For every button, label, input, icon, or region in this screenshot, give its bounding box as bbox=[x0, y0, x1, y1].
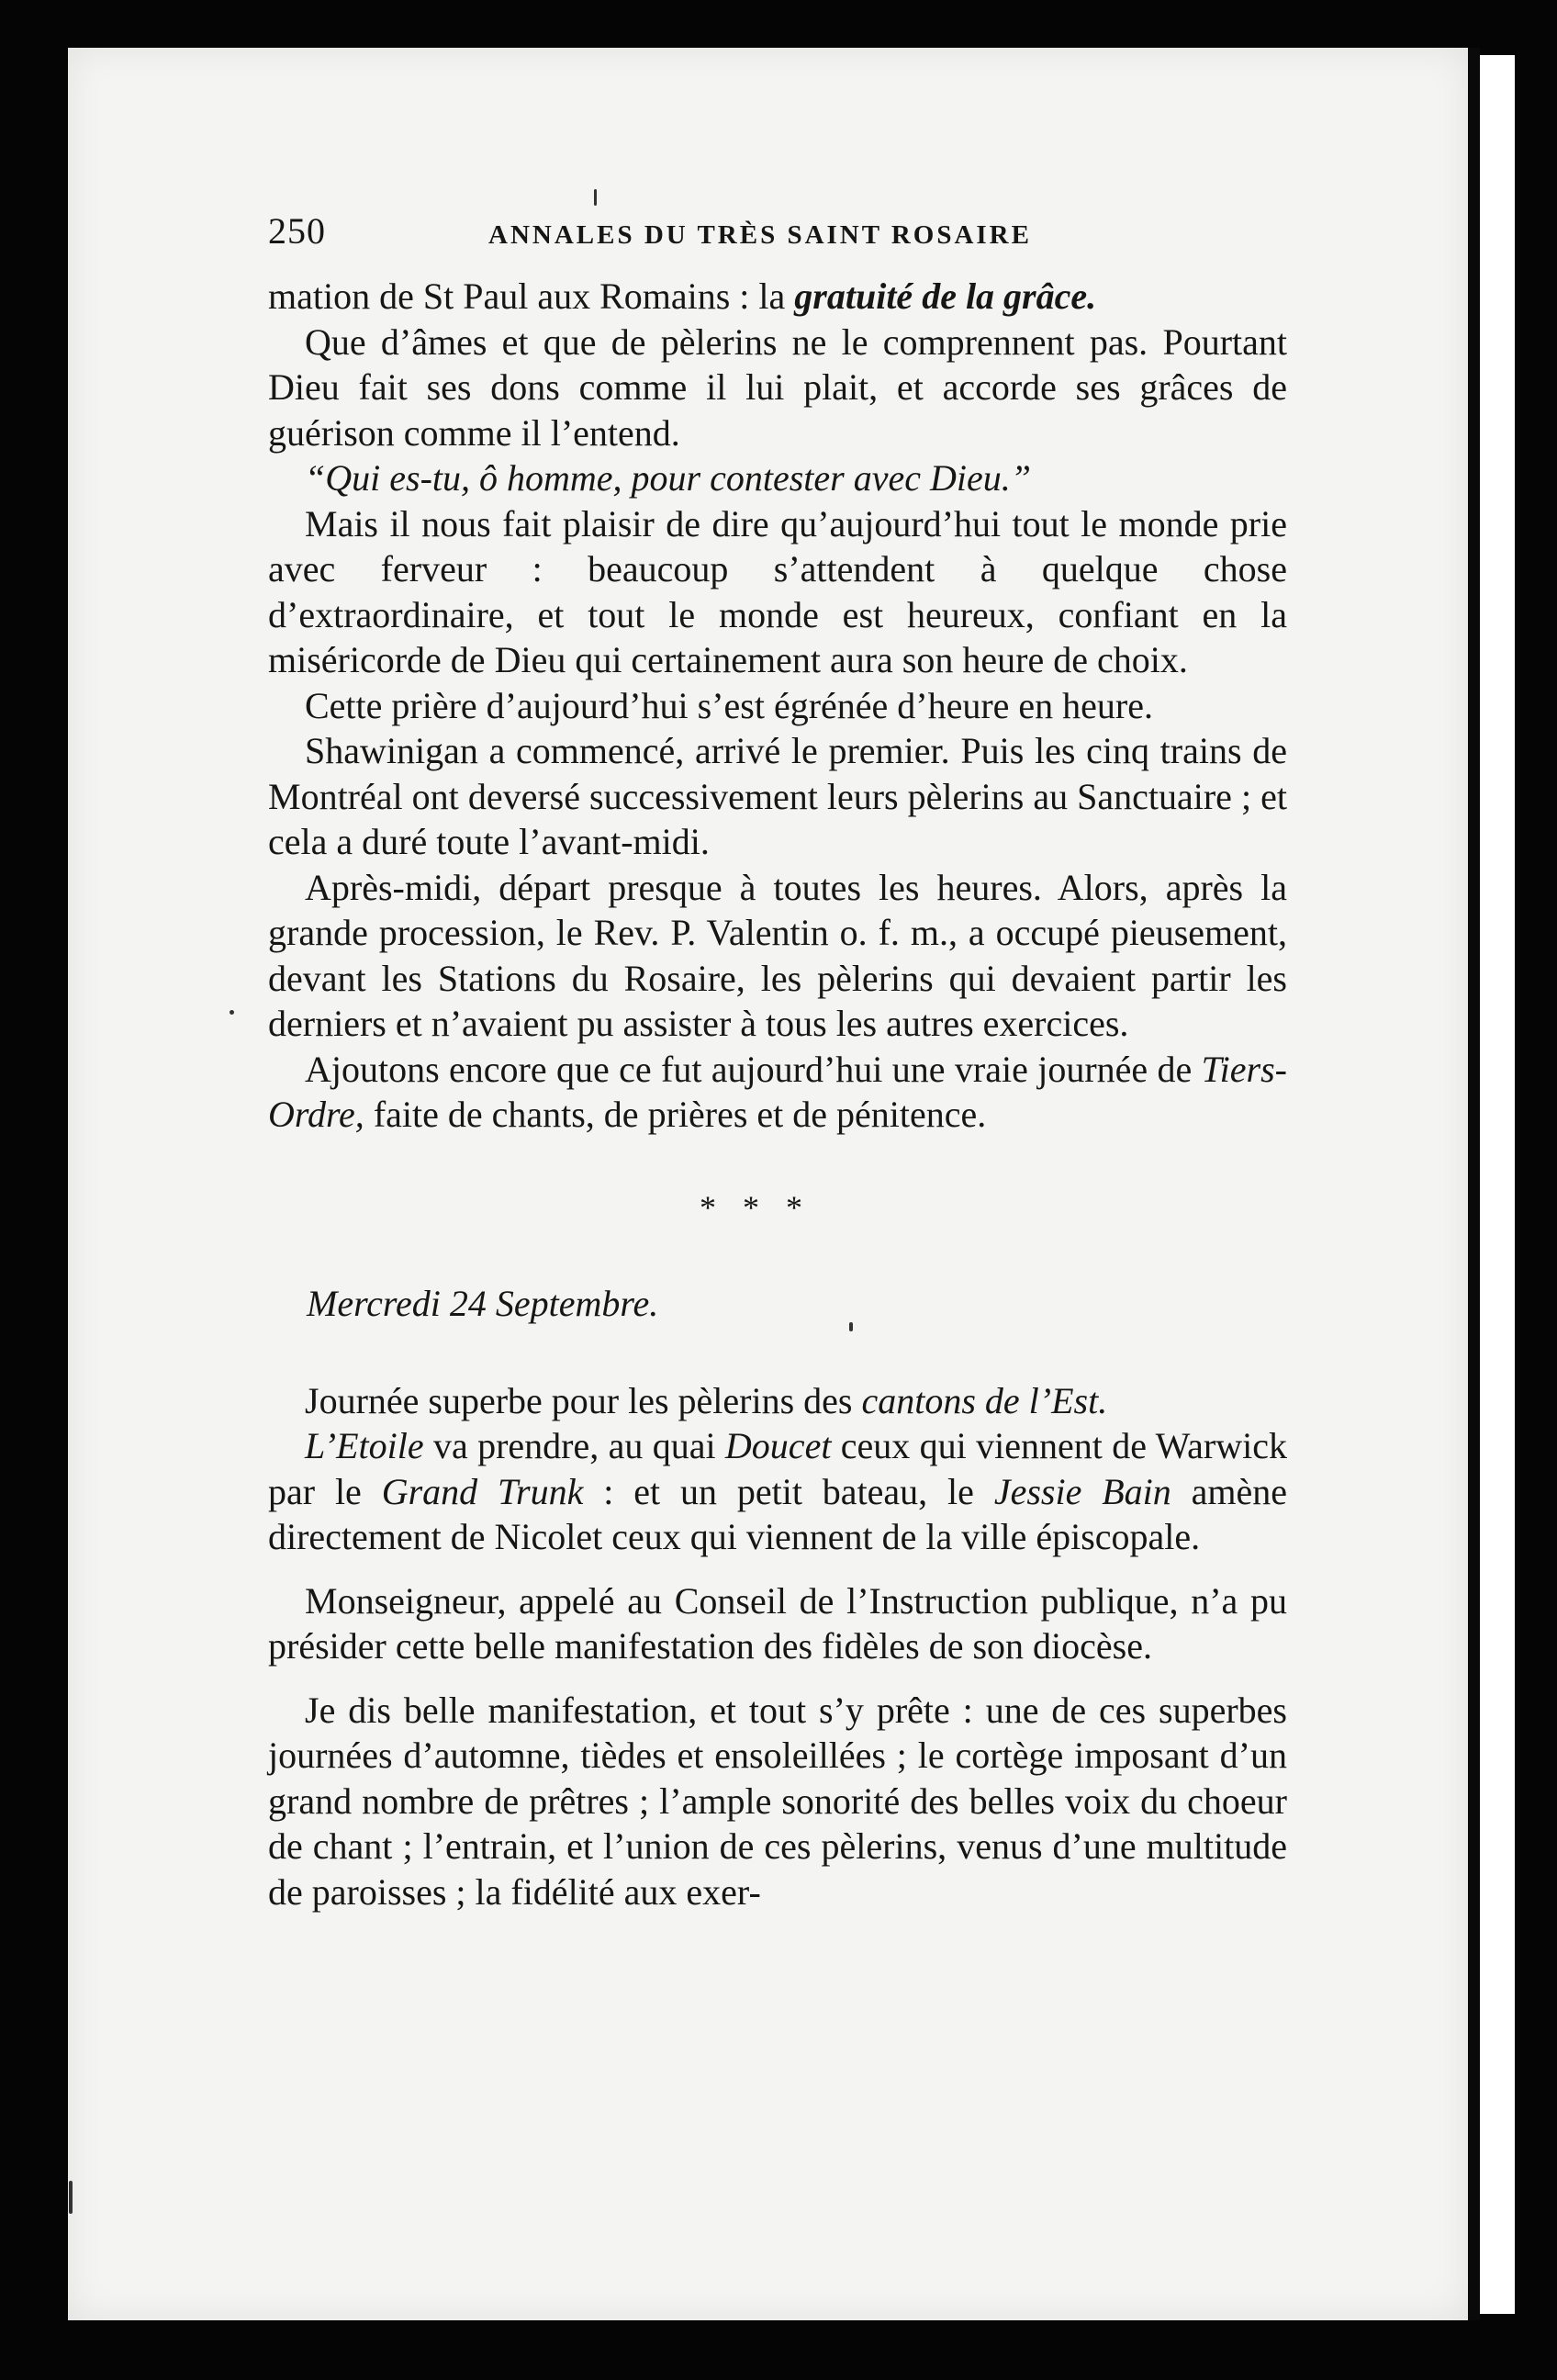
text-segment: Je dis belle manifestation, et tout s’y prête : une de ces superbes journées d’automne, tièdes et ensoleillées ; le cortège imposant d’un grand nombre de prêtres ; l’ample sonorité des belles voix du choeur de chant ; l’entrain, et l’union de ces pèlerins, venus d’une multitude de paroisses ; la fidélité aux exer- bbox=[268, 1689, 1287, 1913]
text-segment: cantons de l’Est. bbox=[861, 1379, 1108, 1421]
text-segment: ceux qui viennent de Warwick par le bbox=[268, 1425, 1287, 1512]
text-segment: Shawinigan a commencé, arrivé le premier. Puis les cinq trains de Montréal ont deversé successivement leurs pèlerins au Sanctuaire ; et cela a duré toute l’avant-midi. bbox=[268, 730, 1287, 862]
paragraph bbox=[268, 1378, 1287, 1424]
text-segment: amène directement de Nicolet ceux qui viennent de la ville épiscopale. bbox=[268, 1470, 1287, 1557]
text-segment: va prendre, au quai bbox=[423, 1425, 725, 1466]
text-segment: mation de St Paul aux Romains : la bbox=[268, 275, 795, 317]
paragraph bbox=[268, 1047, 1287, 1138]
scan-speck bbox=[594, 189, 597, 206]
section-separator: * * * bbox=[700, 1188, 812, 1226]
scan-speck bbox=[69, 2181, 73, 2214]
text-segment: Cette prière d’aujourd’hui s’est égrénée d’heure en heure. bbox=[305, 684, 1154, 726]
text-segment: L’Etoile bbox=[305, 1425, 424, 1466]
text-segment: “Qui es-tu, ô homme, pour contester avec Dieu.” bbox=[305, 457, 1031, 499]
paragraph bbox=[268, 501, 1287, 683]
text-segment: Mais il nous fait plaisir de dire qu’aujourd’hui tout le monde prie avec ferveur : beaucoup s’attendent à quelque chose d’extraordinaire, et tout le monde est heureux, confiant en la miséricorde de Dieu qui certainement aura son heure de choix. bbox=[268, 502, 1287, 680]
body-text-top bbox=[268, 274, 1287, 1138]
page-gutter bbox=[1468, 48, 1480, 2320]
paragraph bbox=[268, 1688, 1287, 1915]
body-text-bottom bbox=[268, 1378, 1287, 1915]
text-segment: Après-midi, départ presque à toutes les heures. Alors, après la grande procession, le Rev. P. Valentin o. f. m., a occupé pieusement, devant les Stations du Rosaire, les pèlerins qui devaient partir les derniers et n’avaient pu assister à tous les autres exercices. bbox=[268, 866, 1287, 1044]
text-segment: gratuité de la grâce. bbox=[794, 275, 1097, 317]
scan-speck bbox=[230, 1010, 234, 1015]
text-segment: faite de chants, de prières et de pénitence. bbox=[364, 1094, 987, 1135]
paragraph bbox=[268, 320, 1287, 456]
text-segment: Que d’âmes et que de pèlerins ne le comprennent pas. Pourtant Dieu fait ses dons comme il lui plait, et accorde ses grâces de guérison comme il l’entend. bbox=[268, 320, 1287, 454]
page-header bbox=[268, 209, 1287, 274]
text-segment: Ajoutons encore que ce fut aujourd’hui une vraie journée de bbox=[305, 1048, 1202, 1090]
paragraph bbox=[268, 274, 1287, 320]
paragraph bbox=[268, 1578, 1287, 1669]
text-segment: Grand Trunk bbox=[381, 1470, 584, 1512]
running-head: ANNALES DU TRÈS SAINT ROSAIRE bbox=[488, 220, 1032, 250]
paragraph bbox=[268, 683, 1287, 729]
paragraph bbox=[268, 455, 1287, 501]
text-segment: Journée superbe pour les pèlerins des bbox=[305, 1379, 862, 1421]
text-segment: Doucet bbox=[724, 1425, 832, 1466]
paragraph bbox=[268, 1423, 1287, 1560]
paragraph bbox=[268, 865, 1287, 1047]
dateline: Mercredi 24 Septembre. bbox=[307, 1282, 659, 1324]
text-segment: Jessie Bain bbox=[993, 1470, 1171, 1512]
next-page-edge bbox=[1480, 55, 1515, 2314]
text-segment: Monseigneur, appelé au Conseil de l’Instruction publique, n’a pu présider cette belle manifestation des fidèles de son diocèse. bbox=[268, 1579, 1287, 1667]
page-number: 250 bbox=[268, 210, 326, 252]
text-segment: : et un petit bateau, le bbox=[583, 1470, 994, 1512]
page-content bbox=[268, 209, 1287, 1914]
paragraph bbox=[268, 728, 1287, 865]
text-segment: Tiers-Ordre, bbox=[268, 1048, 1287, 1135]
